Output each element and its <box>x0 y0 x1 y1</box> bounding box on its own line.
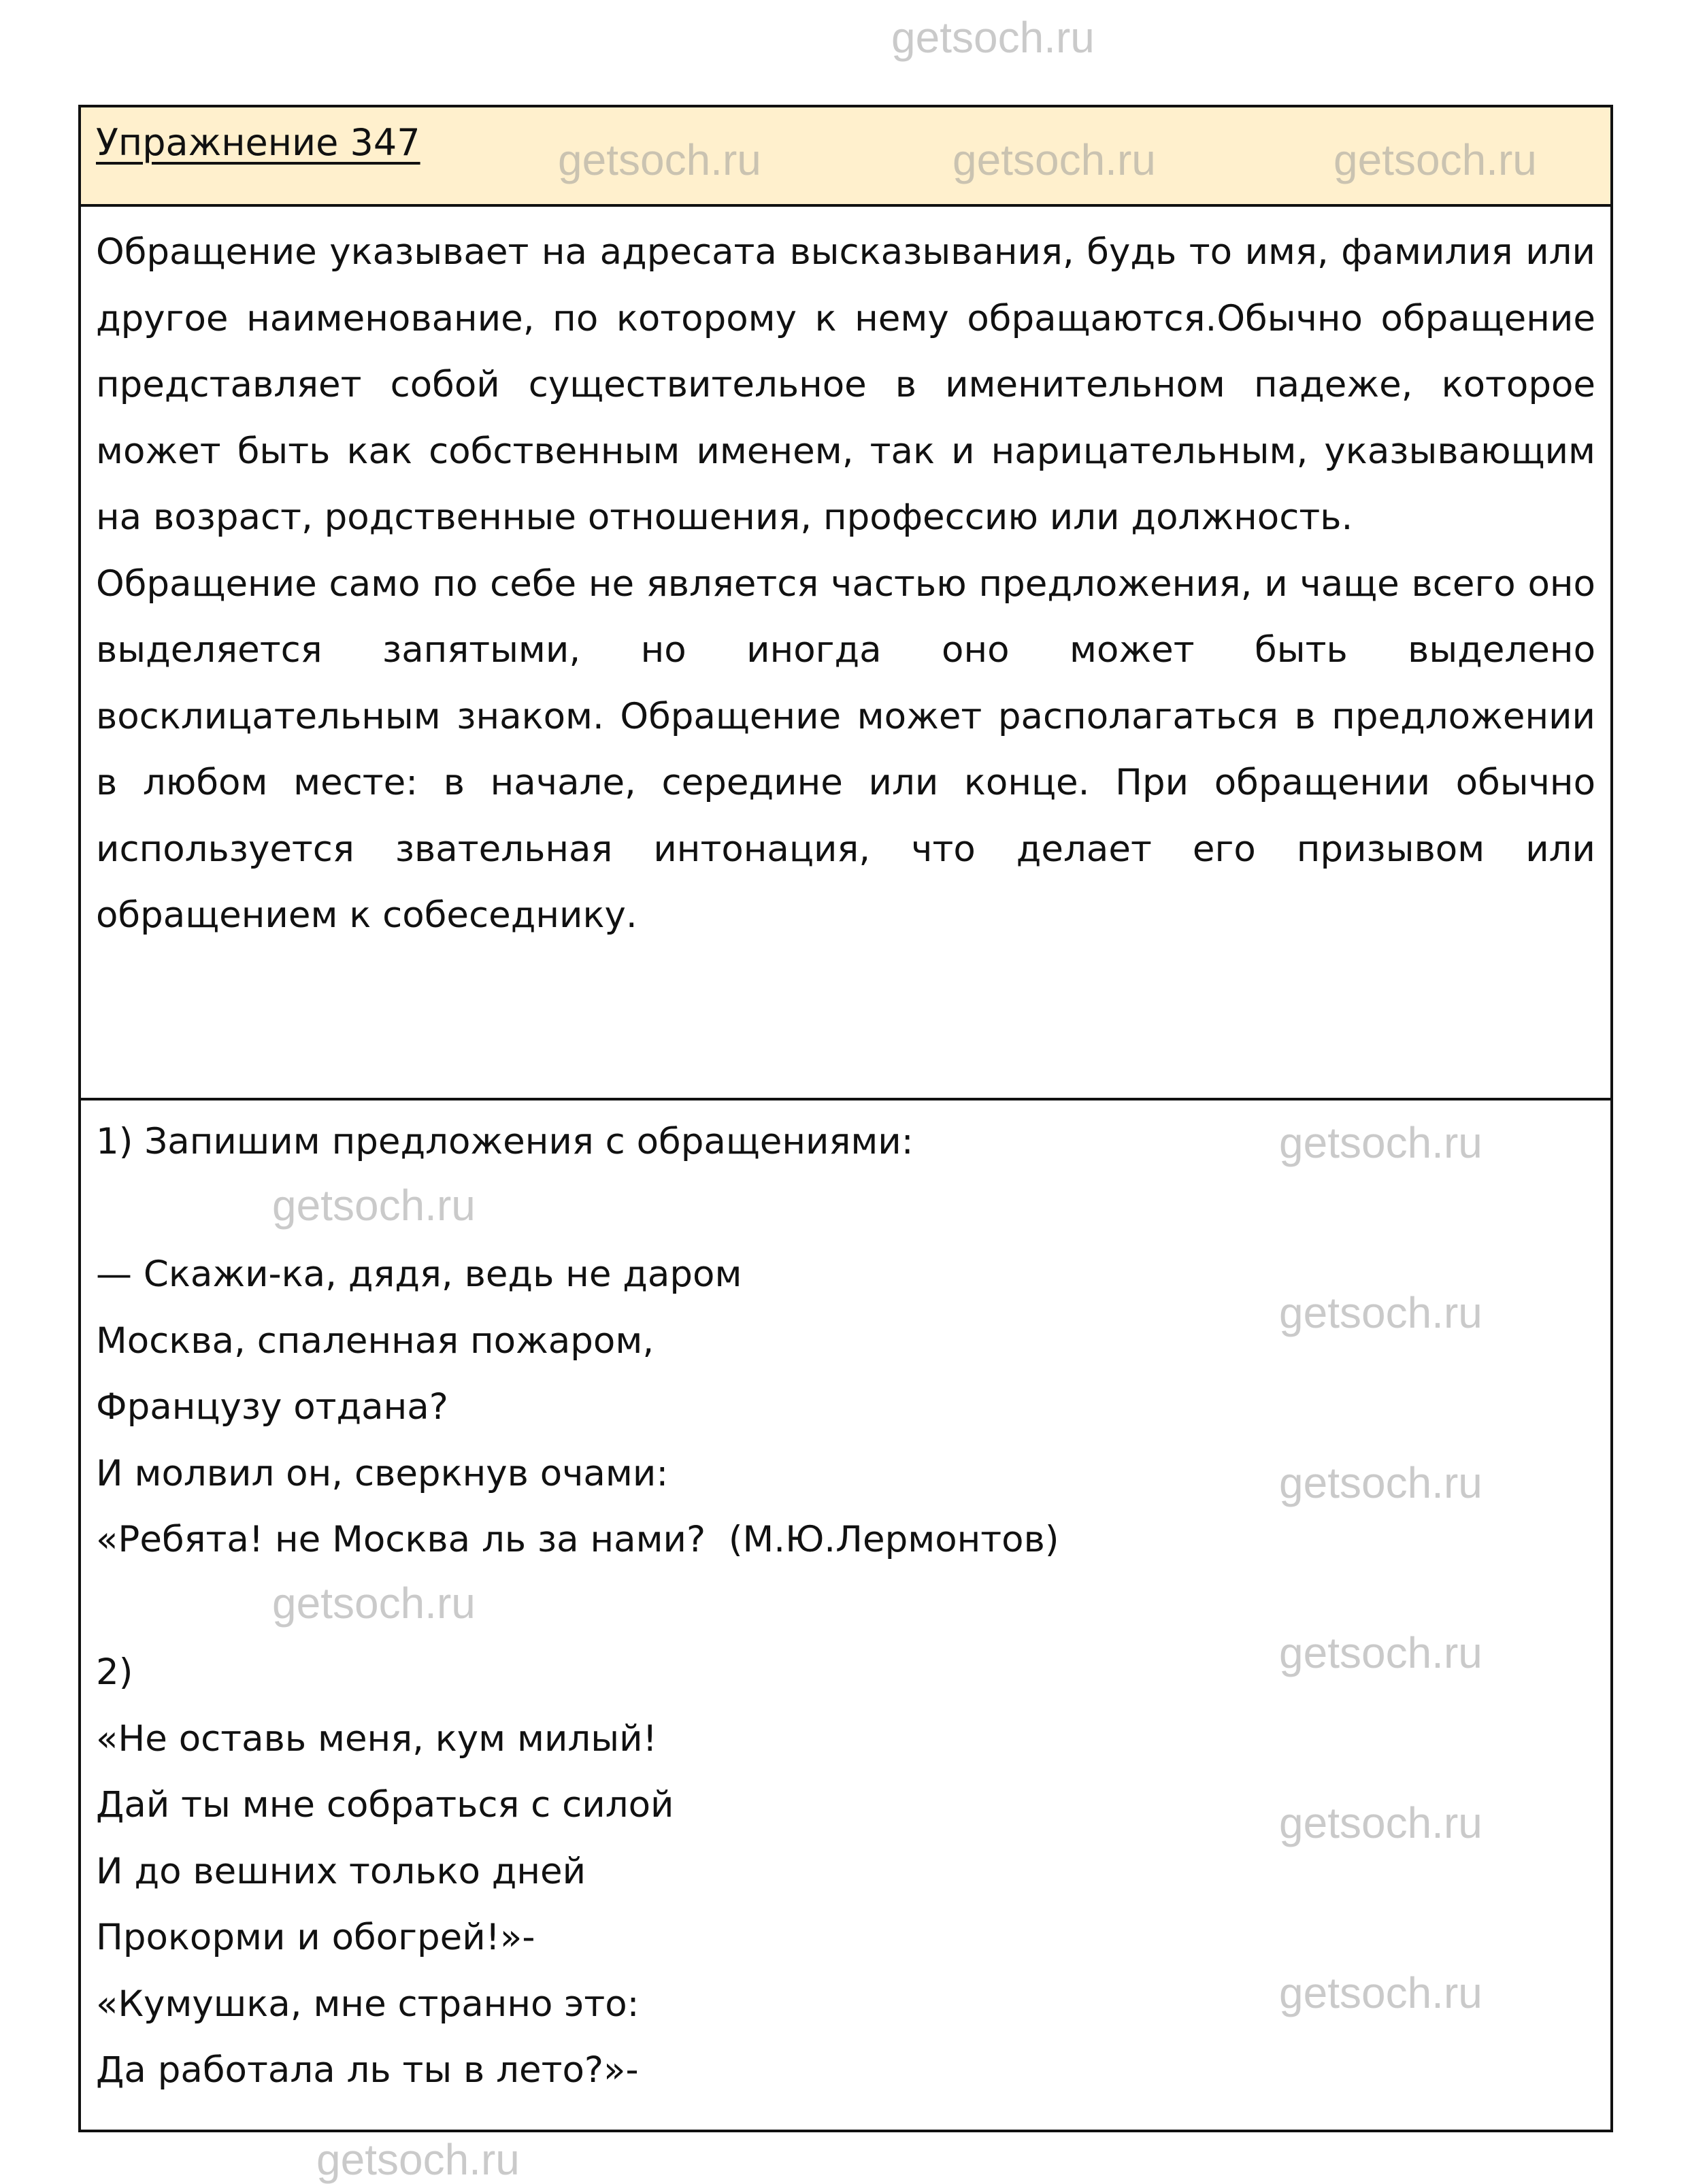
watermark: getsoch.ru <box>1279 1628 1482 1677</box>
answer-line: Прокорми и обогрей!»- <box>96 1917 535 1958</box>
exercise-table <box>78 105 1613 2132</box>
answer-line <box>96 1175 1595 1242</box>
answer-line: 1) Запишим предложения с обращениями: <box>96 1121 914 1162</box>
watermark: getsoch.ru <box>1279 1968 1482 2017</box>
answer-line: Да работала ль ты в лето?»- <box>96 2049 639 2091</box>
answer-line: «Кумушка, мне странно это: <box>96 1983 640 2025</box>
theory-paragraph: Обращение указывает на адресата высказывания, будь то имя, фамилия или другое наименование, по которому к нему обращаются.Обычно обращение представляет собой существительное в именительном падеже, которое может быть как собственным именем, так и нарицательным, указывающим на возраст, родственные отношения, профессию или должность. <box>96 231 1595 538</box>
watermark: getsoch.ru <box>272 1579 476 1628</box>
watermark: getsoch.ru <box>891 13 1095 62</box>
answer-line: — Скажи-ка, дядя, ведь не даром <box>96 1254 742 1295</box>
answer-line: Дай ты мне собраться с силой <box>96 1784 674 1826</box>
watermark: getsoch.ru <box>1279 1118 1482 1167</box>
answer-line: «Не оставь меня, кум милый! <box>96 1717 657 1760</box>
answer-line: «Ребята! не Москва ль за нами? (М.Ю.Лермонтов) <box>96 1519 1059 1560</box>
watermark: getsoch.ru <box>952 135 1156 184</box>
answer-line <box>96 1573 1595 1640</box>
exercise-header <box>81 107 1610 207</box>
theory-section <box>81 207 1610 1101</box>
watermark: getsoch.ru <box>1279 1798 1482 1847</box>
answer-line: Французу отдана? <box>96 1386 448 1428</box>
watermark: getsoch.ru <box>316 2135 520 2184</box>
exercise-title: Упражнение 347 <box>96 121 420 164</box>
answer-line: Москва, спаленная пожаром, <box>96 1320 655 1362</box>
theory-paragraph: Обращение само по себе не является частью предложения, и чаще всего оно выделяется запятыми, но иногда оно может быть выделено восклицательным знаком. Обращение может располагаться в предложении в любом месте: в начале, середине или конце. При обращении обычно используется звательная интонация, что делает его призывом или обращением к собеседнику. <box>96 562 1595 936</box>
watermark: getsoch.ru <box>1333 135 1537 184</box>
answer-section <box>81 1101 1610 2104</box>
watermark: getsoch.ru <box>1279 1288 1482 1337</box>
watermark: getsoch.ru <box>272 1181 476 1230</box>
answer-line: 2) <box>96 1651 133 1693</box>
watermark: getsoch.ru <box>1279 1458 1482 1507</box>
answer-line: И молвил он, сверкнув очами: <box>96 1452 669 1494</box>
watermark: getsoch.ru <box>558 135 761 184</box>
answer-line: И до вешних только дней <box>96 1850 586 1892</box>
